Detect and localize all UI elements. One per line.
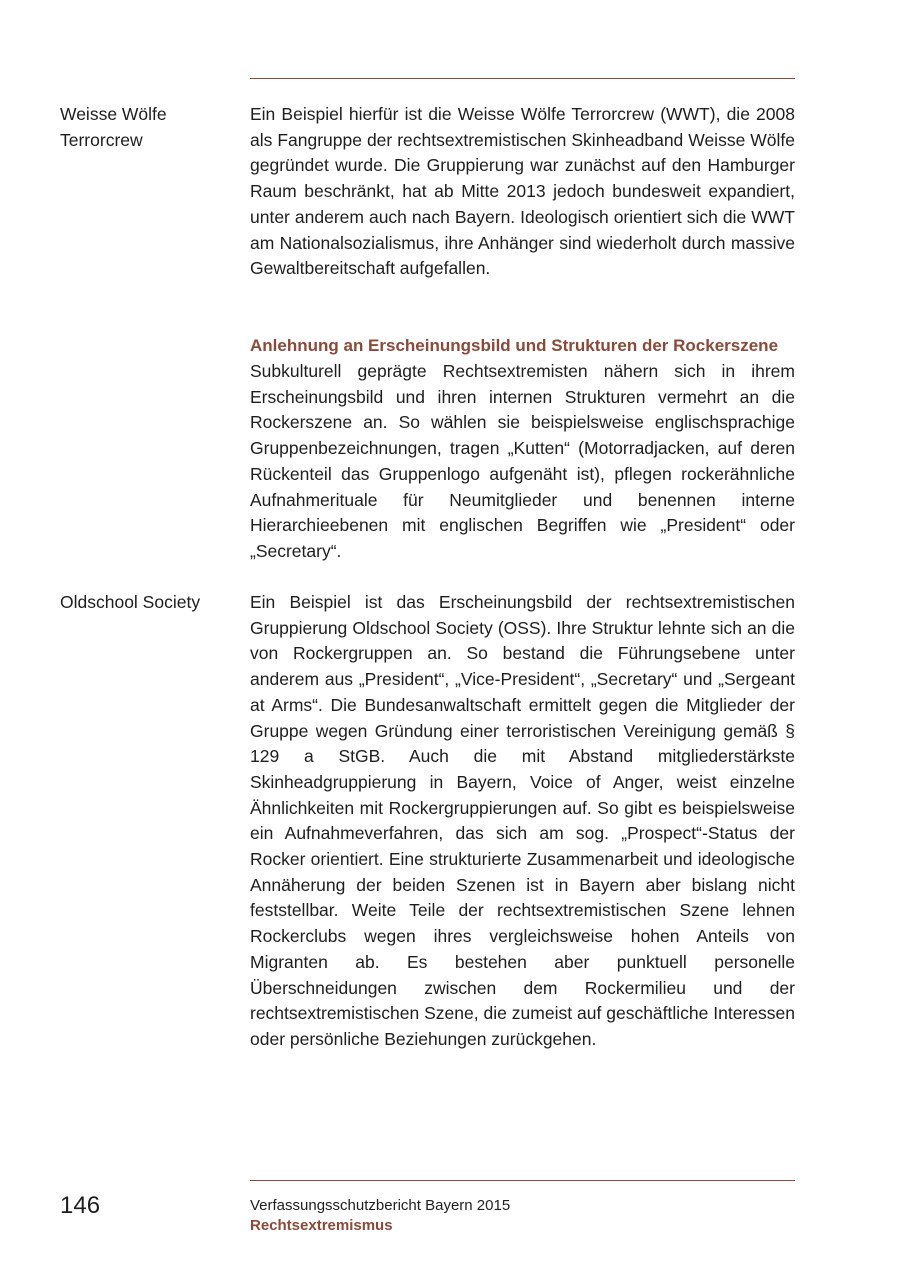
footer-section-title: Rechtsextremismus bbox=[250, 1217, 393, 1234]
margin-label-weisse-woelfe: Weisse Wölfe Terrorcrew bbox=[60, 104, 167, 150]
subheading-rockerszene: Anlehnung an Erscheinungsbild und Strukturen der Rockerszene bbox=[250, 336, 779, 355]
footer-divider bbox=[250, 1180, 795, 1181]
paragraph-rockerszene: Subkulturell geprägte Rechtsextremisten nähern sich in ihrem Erscheinungsbild und ihren internen Strukturen vermehrt an die Rockerszene an. So wählen sie beispielsweise englischsprachige Gruppenbezeichnungen, tragen „Kutten“ (Motorradjacken, auf deren Rückenteil das Gruppenlogo aufgenäht ist), pflegen rockerähnliche Aufnahmerituale für Neumitglieder und benennen interne Hierarchieebenen mit englischen Begriffen wie „President“ oder „Secretary“. bbox=[250, 361, 795, 561]
top-divider bbox=[250, 78, 795, 79]
footer-publication-title: Verfassungsschutzbericht Bayern 2015 bbox=[250, 1197, 511, 1214]
page-number: 146 bbox=[60, 1192, 101, 1219]
margin-label-oldschool-society: Oldschool Society bbox=[60, 592, 201, 612]
paragraph-weisse-woelfe: Ein Beispiel hierfür ist die Weisse Wölfe Terrorcrew (WWT), die 2008 als Fangruppe der rechtsextremistischen Skinheadband Weisse Wölfe gegründet wurde. Die Gruppierung war zunächst auf den Hamburger Raum beschränkt, hat ab Mitte 2013 jedoch bundesweit expandiert, unter anderem auch nach Bayern. Ideologisch orientiert sich die WWT am Nationalsozialismus, ihre Anhänger sind wiederholt durch massive Gewaltbereitschaft aufgefallen. bbox=[250, 104, 795, 279]
paragraph-oldschool-society: Ein Beispiel ist das Erscheinungsbild der rechtsextremistischen Gruppierung Oldschool Society (OSS). Ihre Struktur lehnte sich an die von Rockergruppen an. So bestand die Führungsebene unter anderem aus „President“, „Vice-President“, „Secretary“ und „Sergeant at Arms“. Die Bundesanwaltschaft ermittelt gegen die Mitglieder der Gruppe wegen Gründung einer terroristischen Vereinigung gemäß § 129 a StGB. Auch die mit Abstand mitgliederstärkste Skinheadgruppierung in Bayern, Voice of Anger, weist einzelne Ähnlichkeiten mit Rockergruppierungen auf. So gibt es beispielsweise ein Aufnahmeverfahren, das sich am sog. „Prospect“-Status der Rocker orientiert. Eine strukturierte Zusammenarbeit und ideologische Annäherung der beiden Szenen ist in Bayern aber bislang nicht feststellbar. Weite Teile der rechtsextremistischen Szene lehnen Rockerclubs wegen ihres vergleichsweise hohen Anteils von Migranten ab. Es bestehen aber punktuell personelle Überschneidungen zwischen dem Rockermilieu und der rechtsextremistischen Szene, die zumeist auf geschäftliche Interessen oder persönliche Beziehungen zurückgehen. bbox=[250, 592, 795, 1049]
